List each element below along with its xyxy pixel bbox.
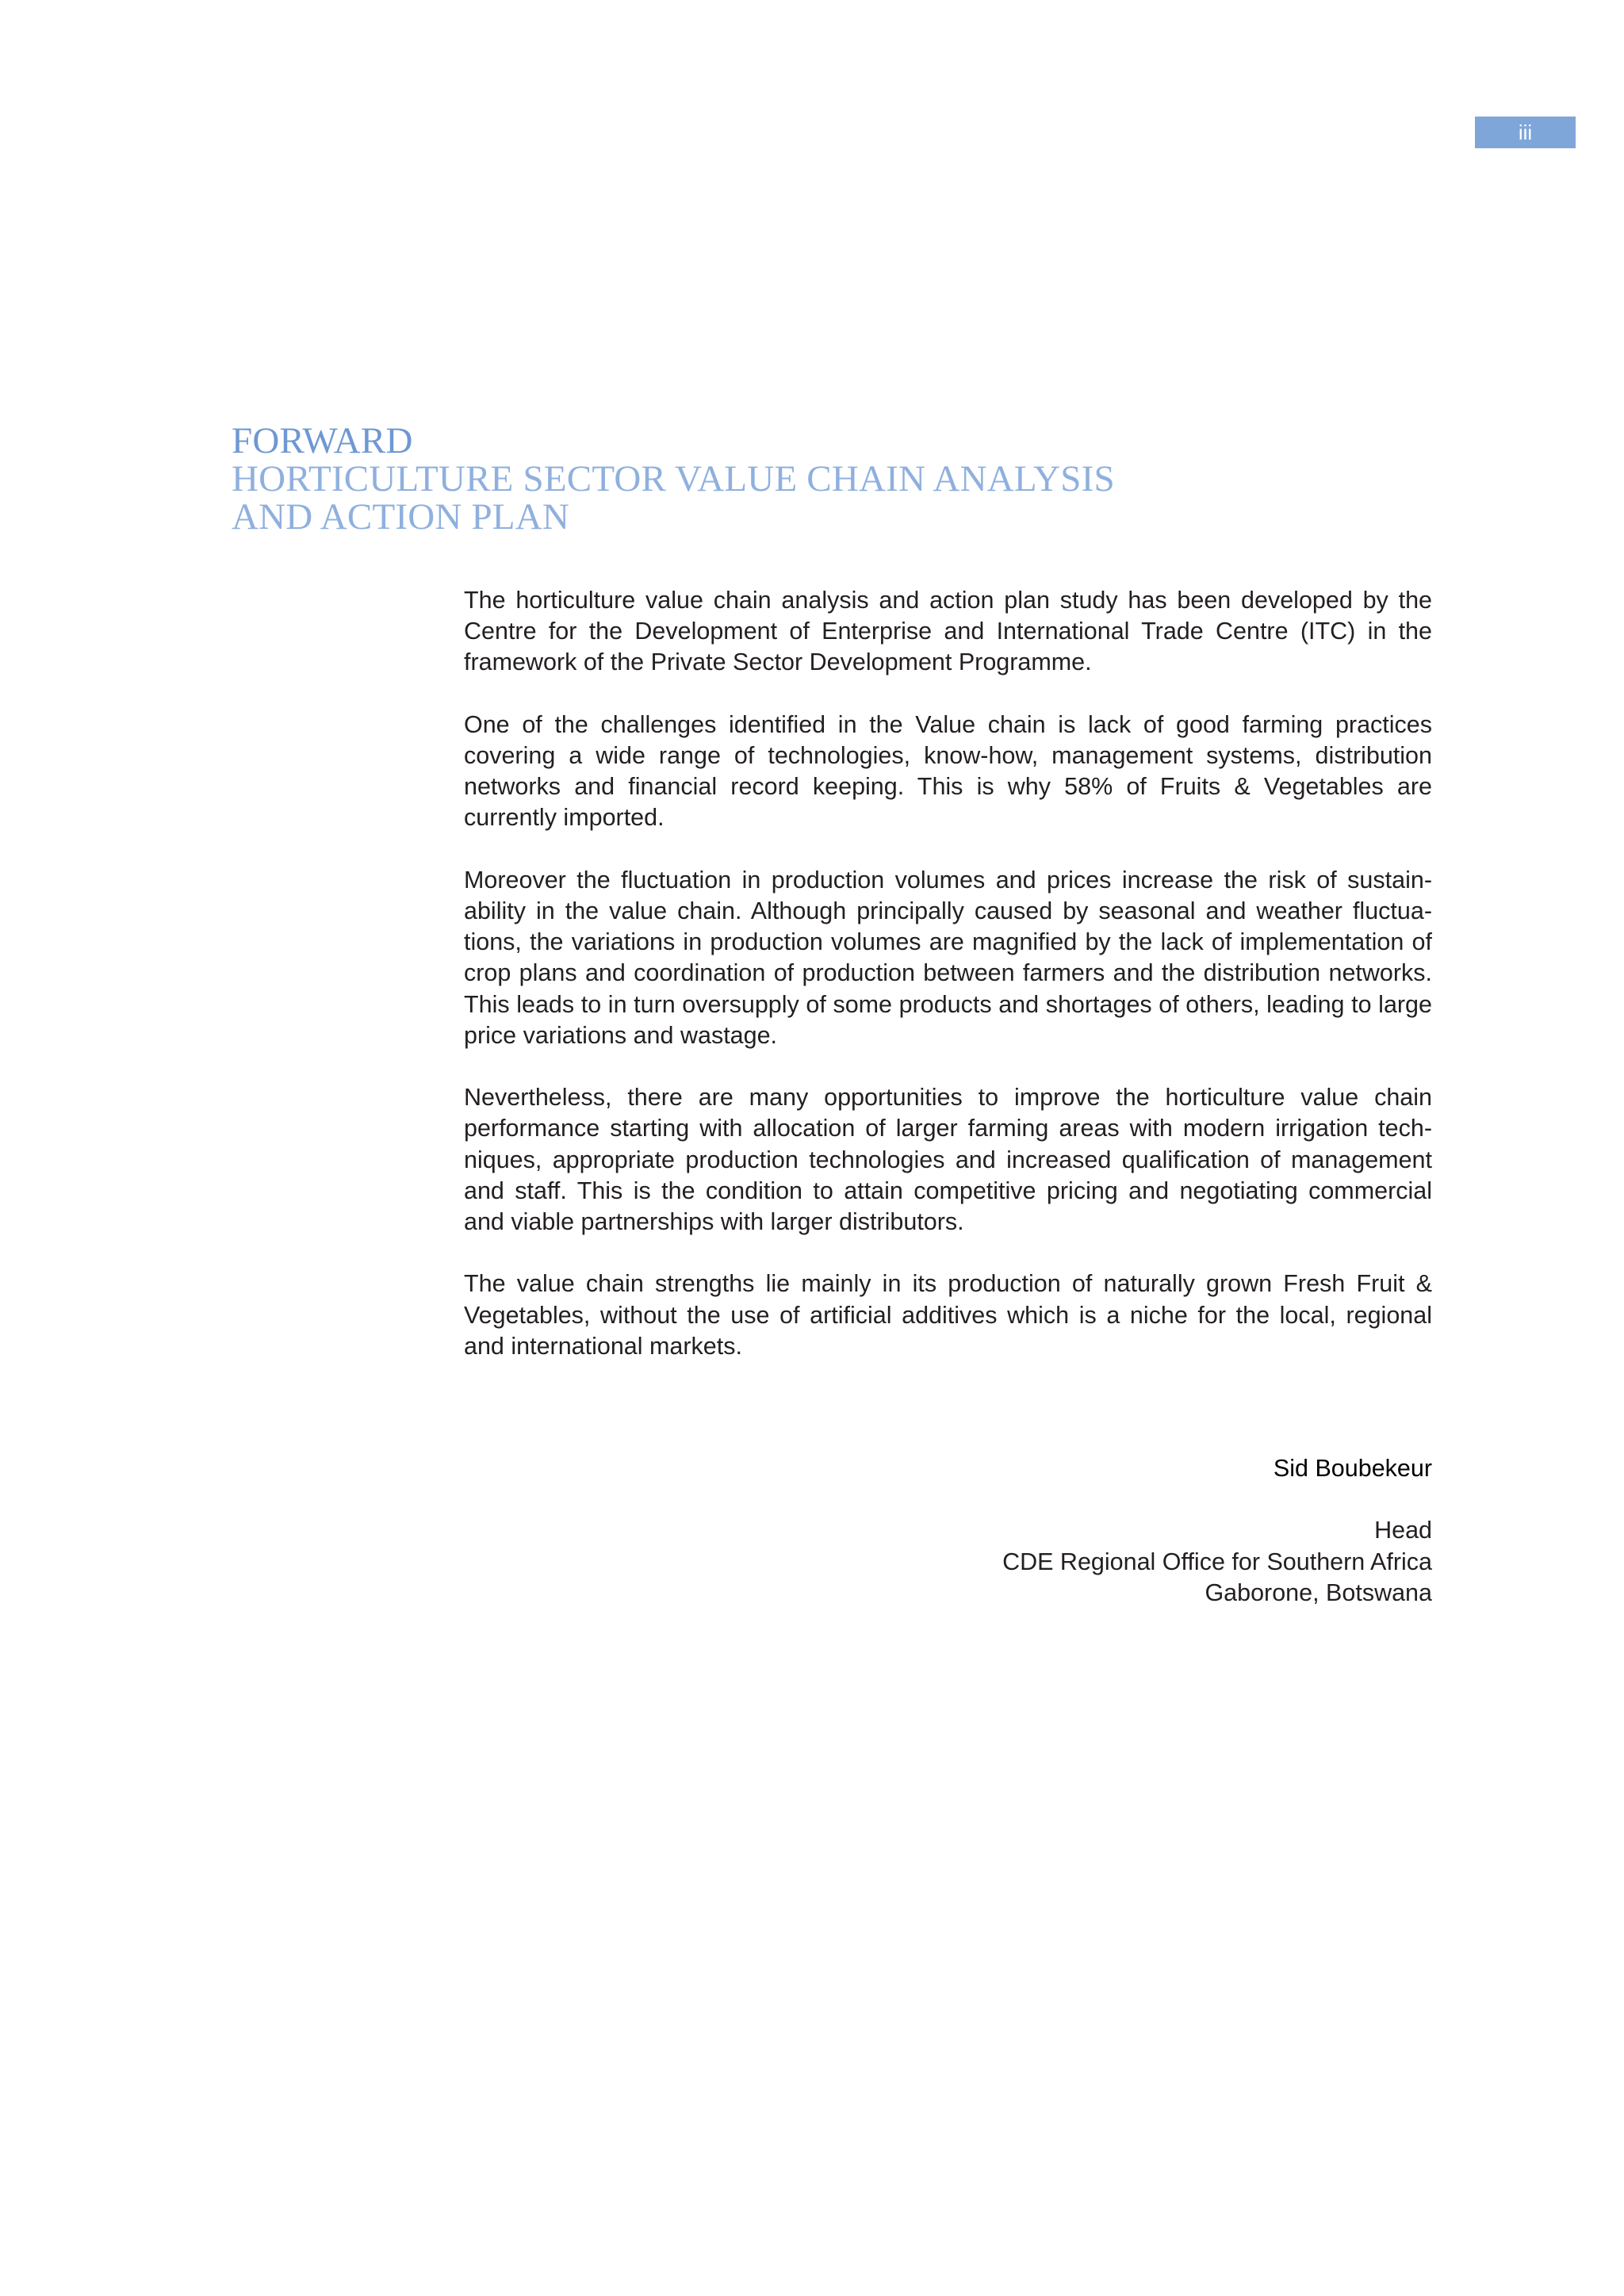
heading-forward: FORWARD xyxy=(232,420,413,461)
signatory-location: Gaborone, Botswana xyxy=(1205,1578,1432,1606)
signatory-office: CDE Regional Office for Southern Africa xyxy=(1002,1548,1432,1575)
signatory-title: Head xyxy=(1374,1517,1432,1544)
signatory-name: Sid Boubekeur xyxy=(1273,1455,1432,1482)
paragraph: One of the challenges identified in the Value chain is lack of good farming practices covering a wide range of technologies, know-how, management systems, distribution networks and financial record keeping. This is why 58% of Fruits & Vegetables are currently imported. xyxy=(464,710,1432,832)
paragraph: The horticulture value chain analysis and action plan study has been developed by the Centre for the Development of Enterprise and International Trade Centre (ITC) in the framework of the Private Sector Development Programme. xyxy=(464,587,1432,676)
paragraph: Nevertheless, there are many opportunities to improve the horticulture value chain performance starting with allocation of larger farming areas with modern irrigation techniques, appropriate production technologies and increased qualification of management and staff. This is the condition to attain competitive pricing and negotiating commercial and viable partnerships with larger distributors. xyxy=(464,1084,1432,1236)
paragraph: The value chain strengths lie mainly in its production of naturally grown Fresh Fruit & Vegetables, without the use of artificial additives which is a niche for the local, regional and international markets. xyxy=(464,1270,1432,1360)
heading-title-line-2: AND ACTION PLAN xyxy=(232,496,569,538)
page-heading xyxy=(232,422,1500,536)
heading-title-line-1: HORTICULTURE SECTOR VALUE CHAIN ANALYSIS xyxy=(232,458,1115,499)
signature-block xyxy=(872,1453,1432,1609)
page-number-tab: iii xyxy=(1475,117,1576,148)
paragraph: Moreover the fluctuation in production volumes and prices increase the risk of sustainability in the value chain. Although principally caused by seasonal and weather fluctuations, the variations in production volumes are magnified by the lack of implementation of crop plans and coordination of production between farmers and the distribution networks. This leads to in turn oversupply of some products and shortages of others, leading to large price variations and wastage. xyxy=(464,866,1432,1049)
foreword-body xyxy=(464,585,1432,1393)
